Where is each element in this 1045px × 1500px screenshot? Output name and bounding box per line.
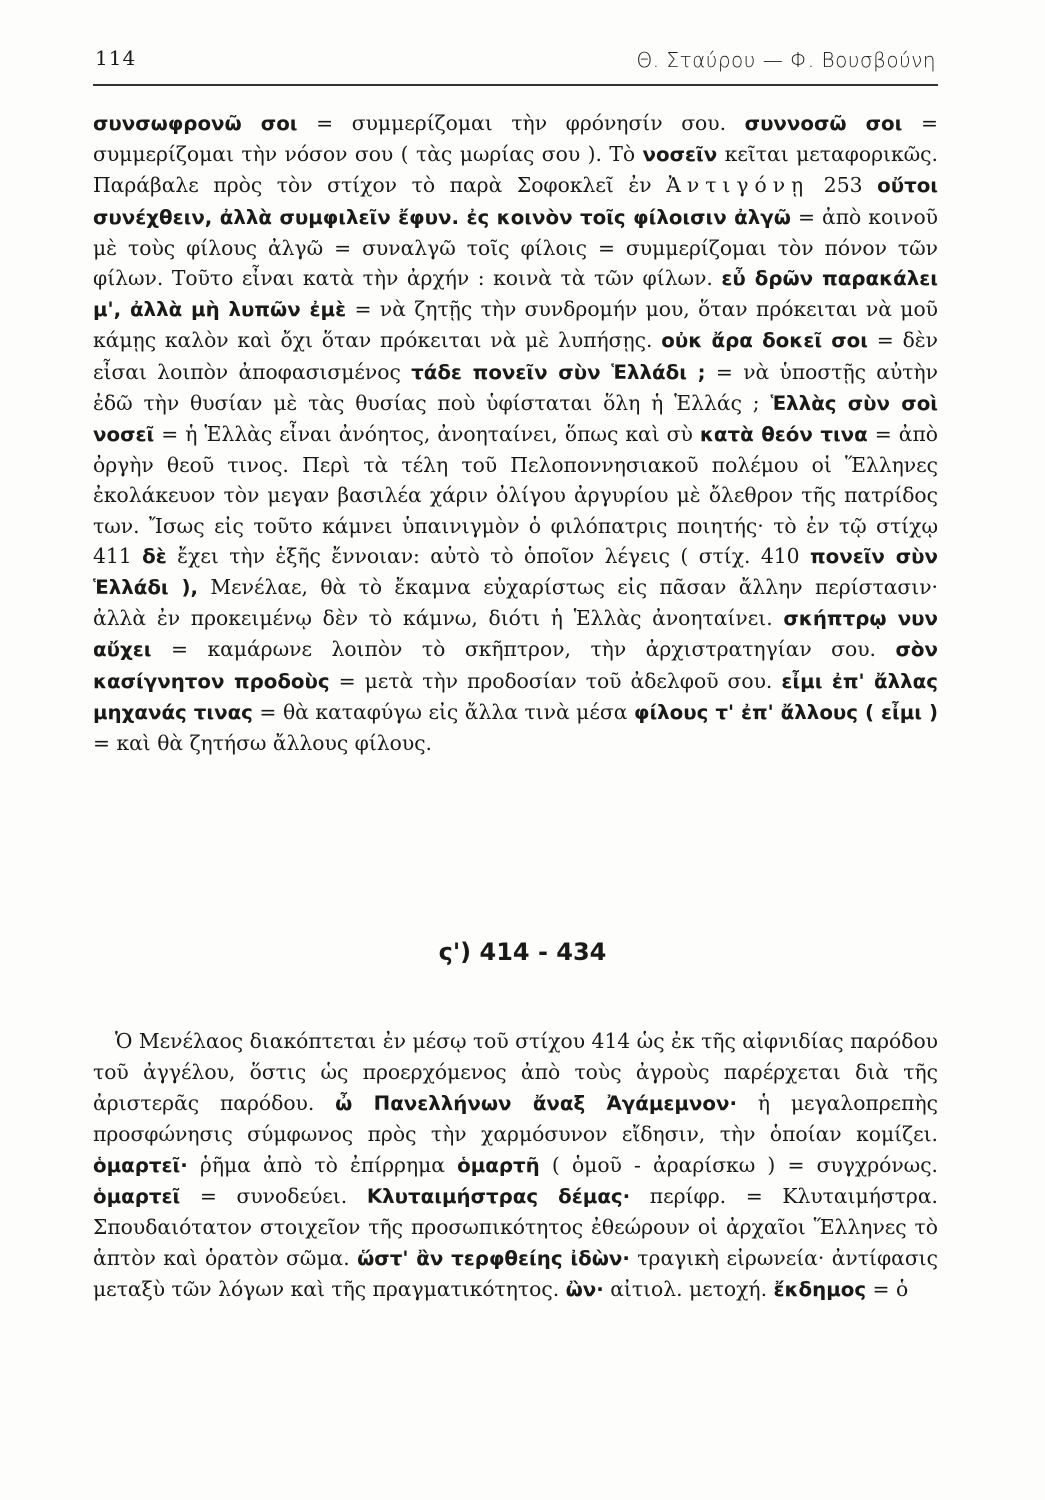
gloss: τραγικὴ εἰρωνεία· ἀντίφασις μεταξὺ τῶν λόγων καὶ τῆς πραγματικότητος. [93,1246,938,1301]
gloss: αἰτιολ. μετοχή. [603,1277,774,1301]
gloss: ἔχει τὴν ἑξῆς ἔννοιαν: αὐτὸ τὸ ὁποῖον λέγεις ( στίχ. 410 [166,543,810,568]
gloss: Μενέλαε, θὰ τὸ ἔκαμνα εὐχαρίστως εἰς πᾶσαν ἄλλην περίστασιν· ἀλλὰ ἐν προκειμένῳ δὲν τὸ κάμνω, διότι ἡ Ἑλλὰς ἀνοηταίνει. [93,575,938,631]
lemma: σκήπτρῳ νυν αὔχει [93,607,939,662]
lemma: ἔκδημος [773,1278,867,1301]
gloss: Ὁ Μενέλαος διακόπτεται ἐν μέσῳ τοῦ στίχου 414 ὡς ἐκ τῆς αἰφνιδίας παρόδου τοῦ ἀγγέλου, ὅστις ὡς προερχόμενος ἀπὸ τοὺς ἀγροὺς παρέρχεται διὰ τῆς ἀριστερᾶς παρόδου. [93,1029,938,1115]
commentary-paragraph-2 [93,1026,938,1305]
lemma: συννοσῶ σοι [744,112,903,135]
gloss: = συνοδεύει. [180,1184,367,1208]
gloss: = συμμερίζομαι τὴν νόσον σου ( τὰς μωρίας σου ). Τὸ [93,111,938,167]
gloss: = ἀπὸ ὀργὴν θεοῦ τινος. Περὶ τὰ τέλη τοῦ Πελοποννησιακοῦ πολέμου οἱ Ἕλληνες ἐκολάκευον τὸν μεγαν βασιλέα χάριν ὀλίγου ἀργυρίου μὲ ὄλεθρον τῆς πατρίδος των. Ἴσως εἰς τοῦτο κάμνει ὑπαινιγμὸν ὁ φιλόπατρις ποιητής· τὸ ἐν τῷ στίχῳ 411 [93,422,938,568]
lemma: εὖ δρῶν παρακάλει μ', ἀλλὰ μὴ λυπῶν ἐμὲ [93,267,938,322]
lemma: ὥστ' ἂν τερφθείης ἰδὼν· [357,1247,630,1270]
lemma: εἶμι ἐπ' ἄλλας μηχανάς τινας [93,669,938,724]
lemma: ὁμαρτεῖ [93,1185,181,1208]
gloss: = ὁ [866,1277,909,1301]
work-title: Ἀντιγόνῃ [666,173,810,198]
lemma: ὦ Πανελλήνων ἄναξ Ἀγάμεμνον· [335,1092,737,1115]
lemma: δὲ [142,544,167,568]
lemma: Ἑλλὰς σὺν σοὶ νοσεῖ [93,391,938,447]
lemma: οὐκ ἄρα δοκεῖ σοι [661,329,868,353]
gloss: = νὰ ὑποστῇς αὐτὴν ἐδῶ τὴν θυσίαν μὲ τὰς θυσίας ποὺ ὑφίσταται ὅλη ἡ Ἑλλάς ; [93,359,938,415]
lemma: ὁμαρτῆ [457,1154,540,1177]
gloss: = ἡ Ἑλλὰς εἶναι ἀνόητος, ἀνοηταίνει, ὅπως καὶ σὺ [154,422,700,447]
lemma: Κλυταιμήστρας δέμας· [366,1185,631,1208]
page-header [93,44,938,86]
gloss: = συμμερίζομαι τὴν φρόνησίν σου. [297,111,745,135]
running-head: Θ. Σταύρου — Φ. Βουσβούνη [636,48,936,72]
paragraph [93,1026,938,1305]
lemma: ὢν· [565,1278,604,1301]
gloss: ῥῆμα ἀπὸ τὸ ἐπίρρημα [187,1153,458,1177]
quotation: οὔτοι συνέχθειν, ἀλλὰ συμφιλεῖν ἔφυν. ἐς κοινὸν τοῖς φίλοισιν ἀλγῶ [93,174,938,229]
commentary-paragraph-1 [93,108,938,758]
page-number: 114 [95,46,137,70]
gloss: περίφρ. = Κλυταιμήστρα. Σπουδαιότατον στοιχεῖον τῆς προσωπικότητος ἐθεώρουν οἱ ἀρχαῖοι Ἕλληνες τὸ ἁπτὸν καὶ ὁρατὸν σῶμα. [93,1184,938,1270]
lemma: συνσωφρονῶ σοι [93,112,298,135]
gloss: ἡ μεγαλοπρεπὴς προσφώνησις σύμφωνος πρὸς τὴν χαρμόσυνον εἴδησιν, τὴν ὁποίαν κομίζει. [93,1091,939,1146]
gloss: 253 [809,173,878,198]
gloss: = καμάρωνε λοιπὸν τὸ σκῆπτρον, τὴν ἀρχιστρατηγίαν σου. [151,637,896,662]
gloss: = νὰ ζητῇς τὴν συνδρομήν μου, ὅταν πρόκειται νὰ μοῦ κάμῃς καλὸν καὶ ὄχι ὅταν πρόκειται νὰ μὲ λυπήσῃς. [93,297,939,353]
lemma: φίλους τ' ἐπ' ἄλλους ( εἶμι ) [633,700,939,724]
gloss: ( ὁμοῦ - ἀραρίσκω ) = συγχρόνως. [539,1153,938,1177]
lemma: νοσεῖν [642,143,718,167]
gloss: = καὶ θὰ ζητήσω ἄλλους φίλους. [93,731,433,756]
lemma: τάδε πονεῖν σὺν Ἑλλάδι ; [411,360,706,384]
gloss: = θὰ καταφύγω εἰς ἄλλα τινὰ μέσα [252,699,634,724]
paragraph [93,108,938,758]
section-heading: ς') 414 - 434 [438,938,607,966]
gloss: = ἀπὸ κοινοῦ μὲ τοὺς φίλους ἀλγῶ = συναλγῶ τοῖς φίλοις = συμμερίζομαι τὸν πόνον τῶν φίλων. Τοῦτο εἶναι κατὰ τὴν ἀρχήν : κοινὰ τὰ τῶν φίλων. [93,204,938,291]
lemma: πονεῖν σὺν Ἑλλάδι ), [93,544,938,600]
lemma: σὸν κασίγνητον προδοὺς [93,638,938,693]
gloss: = δὲν εἶσαι λοιπὸν ἀποφασισμένος [93,328,938,384]
lemma: ὁμαρτεῖ· [93,1154,188,1177]
lemma: κατὰ θεόν τινα [699,423,868,447]
gloss: κεῖται μεταφορικῶς. Παράβαλε πρὸς τὸν στίχον τὸ παρὰ Σοφοκλεῖ ἐν [93,142,938,198]
gloss: = μετὰ τὴν προδοσίαν τοῦ ἀδελφοῦ σου. [329,668,782,693]
